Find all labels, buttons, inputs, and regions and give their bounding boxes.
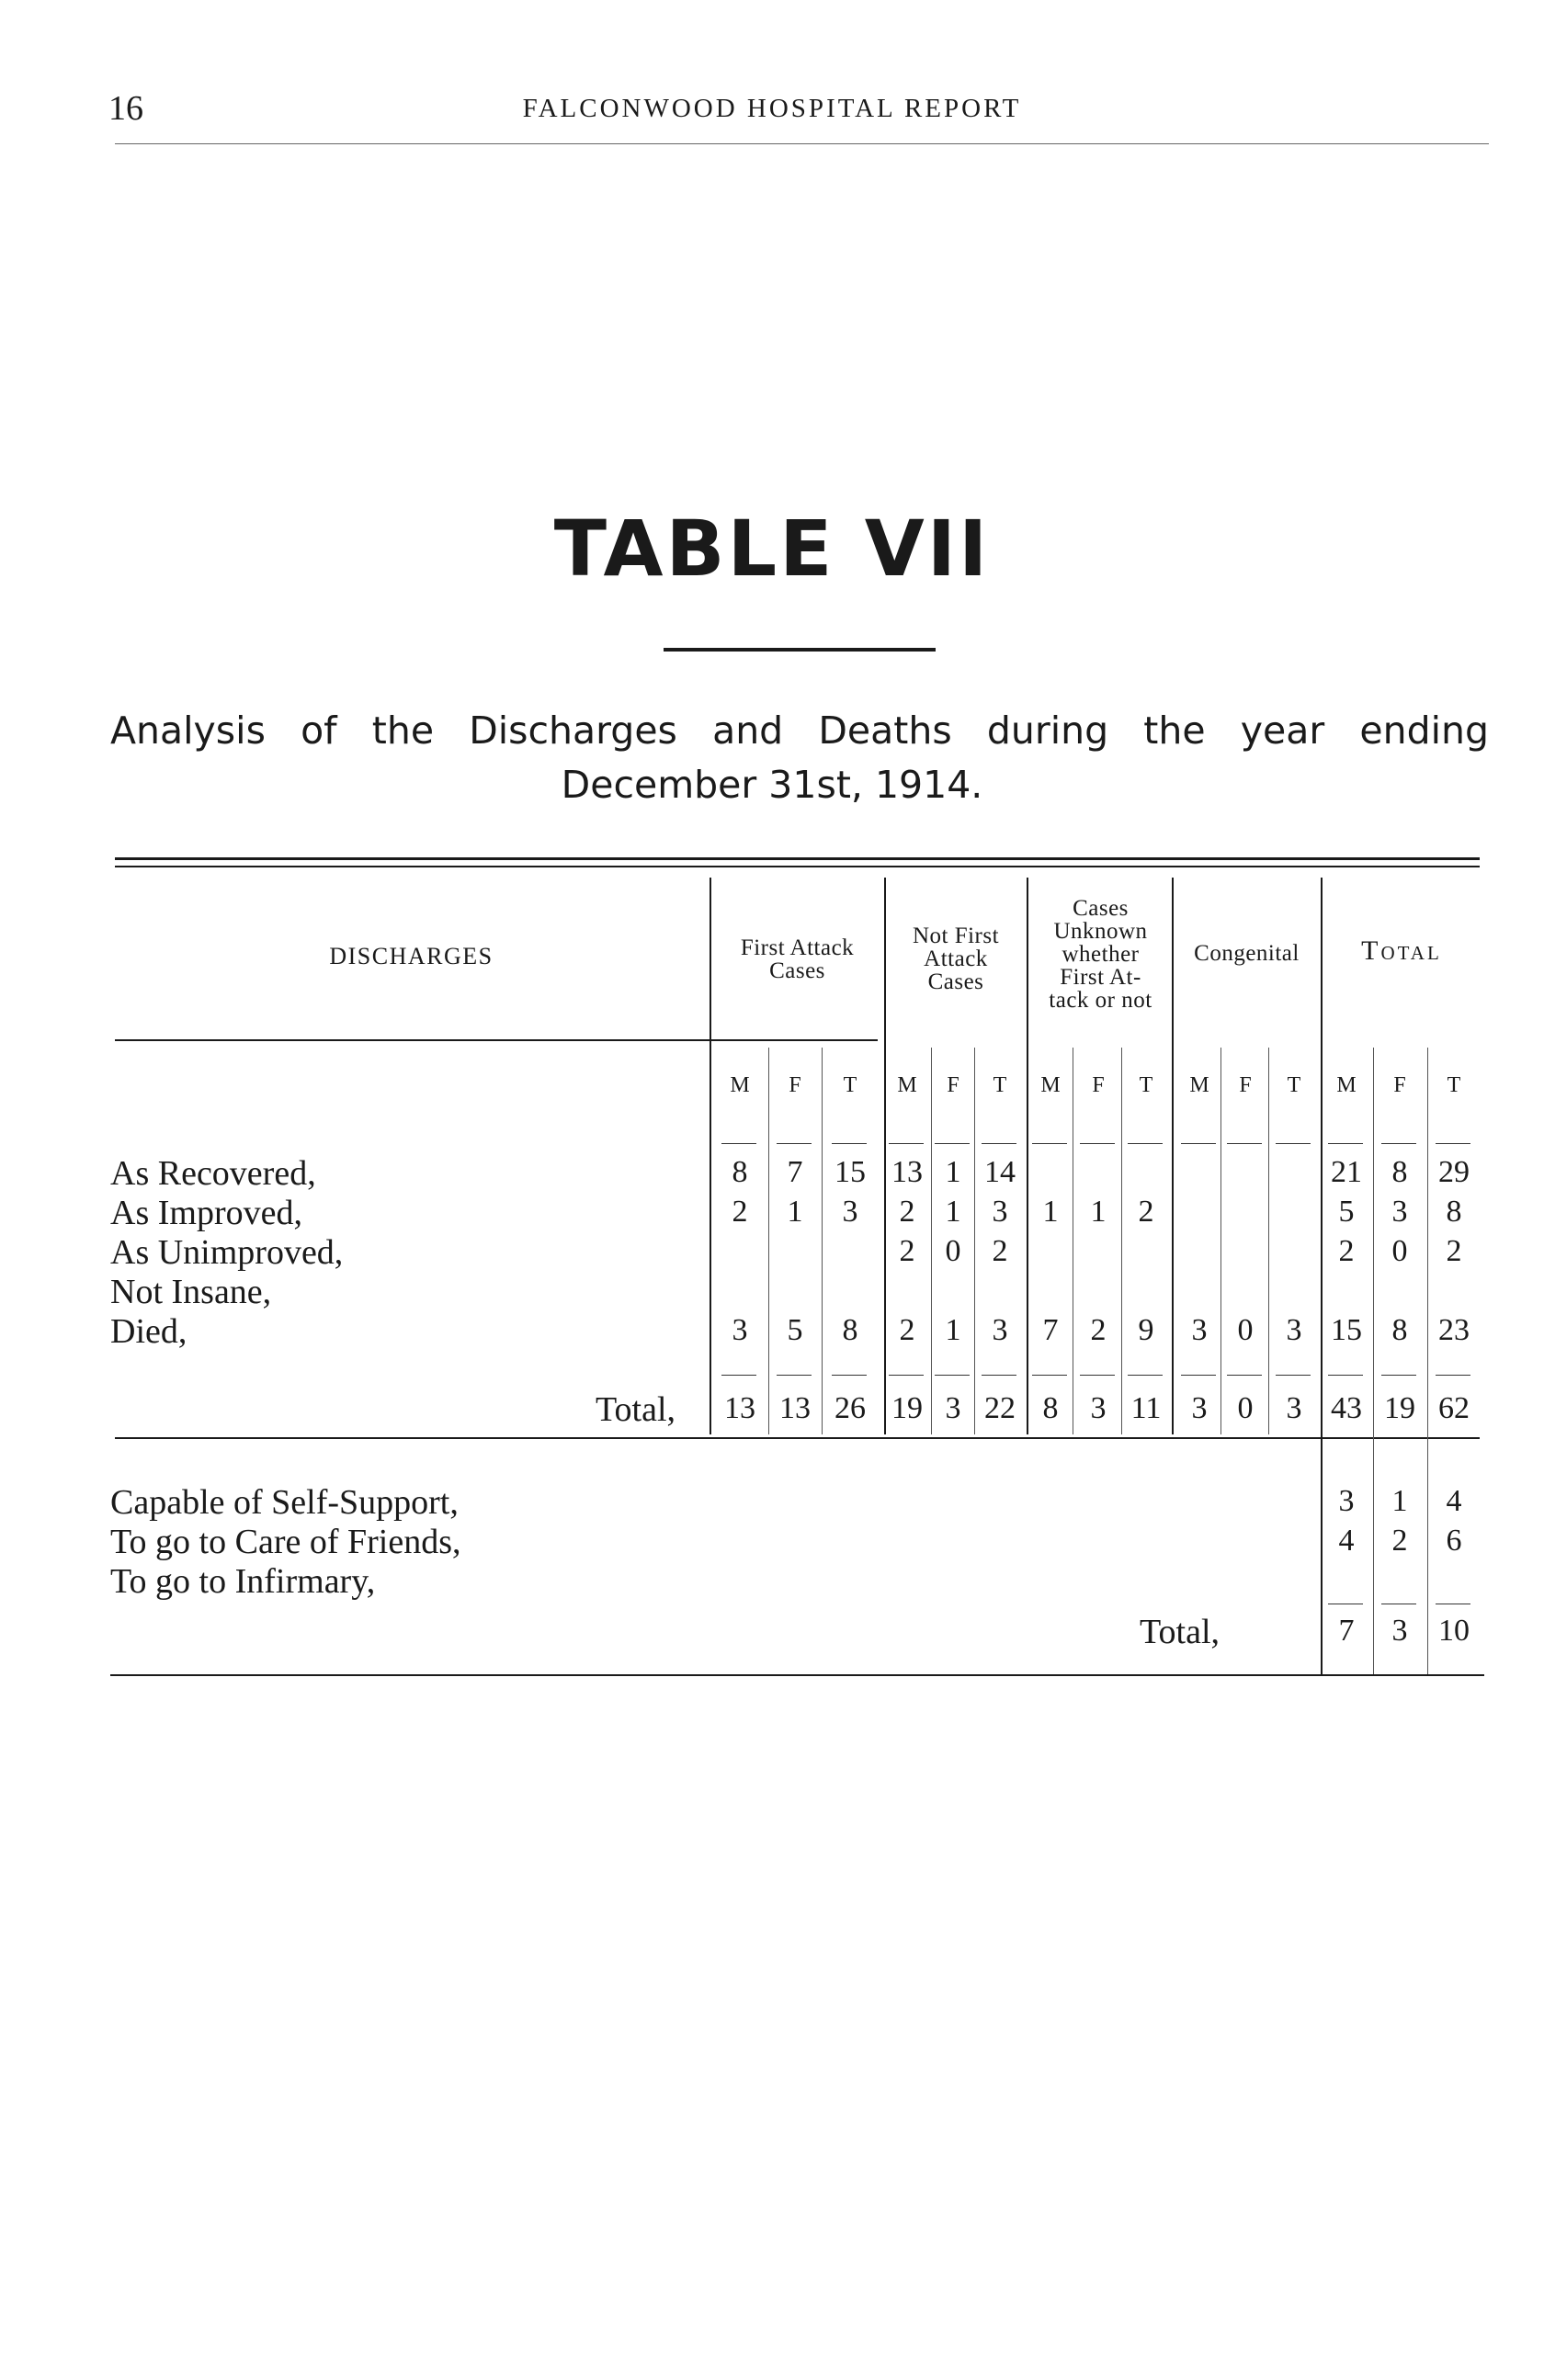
table-cell: 0 — [945, 1234, 961, 1268]
table-cell: 15 — [834, 1155, 866, 1189]
table-cell: 8 — [1446, 1195, 1462, 1229]
table-cell: 6 — [1446, 1524, 1462, 1558]
table-cell: 2 — [1391, 1524, 1408, 1558]
table-cell: 8 — [732, 1155, 748, 1189]
table-subtitle-line1: Analysis of the Discharges and Deaths during the year ending — [110, 708, 1489, 753]
subheader-f: F — [1092, 1073, 1105, 1097]
stub-header: DISCHARGES — [329, 943, 494, 969]
row-label-care-of-friends: To go to Care of Friends, — [110, 1523, 461, 1561]
table-cell: 2 — [1338, 1234, 1355, 1268]
subcolumn-separator — [768, 1048, 769, 1434]
subcolumn-separator — [1220, 1048, 1221, 1434]
subheader-f: F — [1393, 1073, 1406, 1097]
running-title: FALCONWOOD HOSPITAL REPORT — [522, 94, 1022, 123]
subcolumn-separator — [1427, 1048, 1428, 1674]
subheader-f: F — [1239, 1073, 1252, 1097]
page-number: 16 — [108, 89, 143, 128]
table-cell: 3 — [1286, 1313, 1302, 1347]
table-cell: 3 — [1338, 1484, 1355, 1518]
subheader-m: M — [1189, 1073, 1209, 1097]
subcolumn-separator — [822, 1048, 823, 1434]
table-cell: 8 — [1042, 1391, 1059, 1425]
row-label-not-insane: Not Insane, — [110, 1273, 272, 1311]
group-header-first-attack: First Attack Cases — [740, 935, 855, 983]
table-cell: 5 — [787, 1313, 803, 1347]
table-cell: 21 — [1331, 1155, 1362, 1189]
subheader-m: M — [897, 1073, 917, 1097]
table-cell: 15 — [1331, 1313, 1362, 1347]
subcolumn-separator — [1268, 1048, 1269, 1434]
subheader-t: T — [1139, 1073, 1153, 1097]
table-cell: 1 — [1391, 1484, 1408, 1518]
header-rule — [115, 143, 1489, 144]
table-cell: 13 — [779, 1391, 811, 1425]
subheader-m: M — [1336, 1073, 1357, 1097]
subheader-m: M — [730, 1073, 750, 1097]
group-header-congenital: Congenital — [1194, 941, 1300, 966]
table-cell: 62 — [1438, 1391, 1470, 1425]
table-cell: 1 — [945, 1313, 961, 1347]
table-cell: 3 — [1191, 1313, 1208, 1347]
table-cell: 1 — [1042, 1195, 1059, 1229]
title-rule — [664, 648, 936, 652]
group-header-not-first-attack: Not First Attack Cases — [912, 924, 1000, 994]
table-cell: 19 — [891, 1391, 923, 1425]
table-cell: 3 — [1090, 1391, 1107, 1425]
table-cell: 3 — [1391, 1614, 1408, 1648]
table-cell: 4 — [1338, 1524, 1355, 1558]
table-cell: 2 — [899, 1313, 915, 1347]
total-label: Total, — [596, 1390, 676, 1429]
subheader-t: T — [1447, 1073, 1461, 1097]
table-cell: 2 — [899, 1234, 915, 1268]
table-cell: 1 — [1090, 1195, 1107, 1229]
stub-header-rule — [115, 1039, 878, 1041]
table-cell: 3 — [945, 1391, 961, 1425]
table-cell: 13 — [891, 1155, 923, 1189]
table-cell: 5 — [1338, 1195, 1355, 1229]
table-cell: 1 — [945, 1195, 961, 1229]
table-title: TABLE VII — [553, 504, 991, 594]
table-cell: 1 — [787, 1195, 803, 1229]
table-cell: 23 — [1438, 1313, 1470, 1347]
column-separator — [710, 878, 711, 1434]
row-label-unimproved: As Unimproved, — [110, 1233, 344, 1272]
total-rule — [115, 1437, 1480, 1439]
column-separator — [1321, 878, 1323, 1674]
table-cell: 22 — [984, 1391, 1016, 1425]
bottom-total-label: Total, — [1140, 1613, 1220, 1651]
table-cell: 19 — [1384, 1391, 1415, 1425]
table-cell: 7 — [1338, 1614, 1355, 1648]
table-cell: 8 — [1391, 1313, 1408, 1347]
table-cell: 3 — [992, 1313, 1008, 1347]
subheader-f: F — [947, 1073, 959, 1097]
table-cell: 7 — [1042, 1313, 1059, 1347]
table-cell: 2 — [1138, 1195, 1154, 1229]
table-cell: 3 — [992, 1195, 1008, 1229]
subheader-t: T — [1287, 1073, 1301, 1097]
table-cell: 10 — [1438, 1614, 1470, 1648]
group-header-total: Total — [1361, 935, 1442, 966]
table-cell: 3 — [1191, 1391, 1208, 1425]
table-cell: 2 — [899, 1195, 915, 1229]
table-cell: 2 — [1446, 1234, 1462, 1268]
table-cell: 4 — [1446, 1484, 1462, 1518]
table-cell: 3 — [1286, 1391, 1302, 1425]
row-label-infirmary: To go to Infirmary, — [110, 1562, 376, 1601]
table-cell: 2 — [992, 1234, 1008, 1268]
table-cell: 43 — [1331, 1391, 1362, 1425]
table-cell: 3 — [732, 1313, 748, 1347]
group-header-unknown: Cases Unknown whether First At- tack or not — [1049, 896, 1152, 1013]
subheader-f: F — [789, 1073, 801, 1097]
subcolumn-separator — [1373, 1048, 1374, 1674]
table-cell: 11 — [1130, 1391, 1162, 1425]
table-cell: 3 — [1391, 1195, 1408, 1229]
table-cell: 2 — [732, 1195, 748, 1229]
table-cell: 3 — [842, 1195, 858, 1229]
row-label-recovered: As Recovered, — [110, 1154, 316, 1193]
table-cell: 8 — [842, 1313, 858, 1347]
row-label-improved: As Improved, — [110, 1194, 302, 1232]
table-cell: 13 — [724, 1391, 755, 1425]
table-top-rule-2 — [115, 866, 1480, 867]
column-separator — [1172, 878, 1174, 1434]
table-cell: 7 — [787, 1155, 803, 1189]
column-separator — [1027, 878, 1028, 1434]
table-cell: 0 — [1237, 1313, 1254, 1347]
table-subtitle-line2: December 31st, 1914. — [561, 763, 983, 807]
table-cell: 2 — [1090, 1313, 1107, 1347]
subcolumn-separator — [1121, 1048, 1122, 1434]
table-cell: 0 — [1237, 1391, 1254, 1425]
table-cell: 26 — [834, 1391, 866, 1425]
table-cell: 29 — [1438, 1155, 1470, 1189]
subheader-t: T — [993, 1073, 1007, 1097]
table-cell: 8 — [1391, 1155, 1408, 1189]
table-cell: 14 — [984, 1155, 1016, 1189]
table-cell: 1 — [945, 1155, 961, 1189]
table-cell: 0 — [1391, 1234, 1408, 1268]
subheader-m: M — [1040, 1073, 1061, 1097]
row-label-died: Died, — [110, 1312, 187, 1351]
row-label-self-support: Capable of Self-Support, — [110, 1483, 459, 1522]
subheader-t: T — [843, 1073, 857, 1097]
table-top-rule — [115, 857, 1480, 860]
table-bottom-rule — [110, 1674, 1484, 1676]
table-cell: 9 — [1138, 1313, 1154, 1347]
